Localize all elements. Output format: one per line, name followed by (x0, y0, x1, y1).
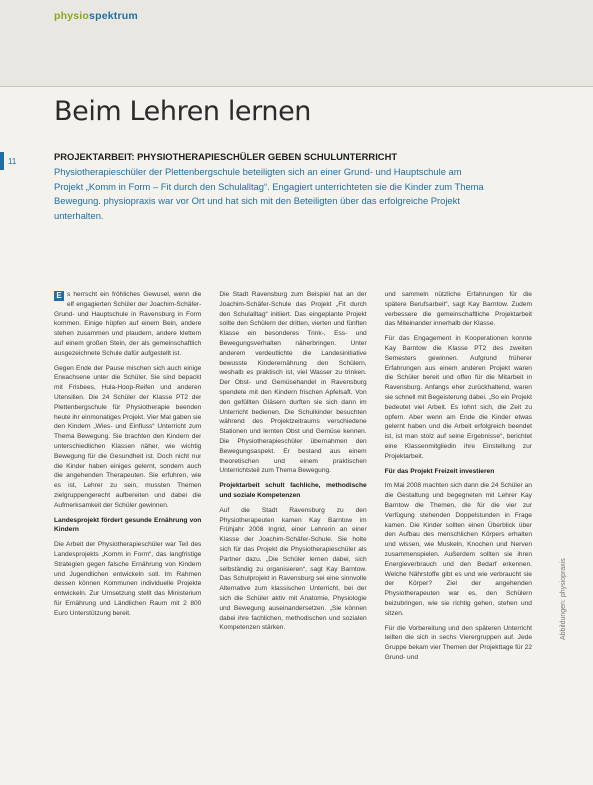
paragraph: Für die Vorbereitung und den späteren Unterricht teilten die sich in sechs Vierergruppen auf. Jede Gruppe bekam vier Themen der Projekttage für 22 Grund- und (384, 624, 532, 661)
paragraph: und sammeln nützliche Erfahrungen für die spätere Berufsarbeit“, sagt Kay Barntow. Zudem verbessere die gemeinschaftliche Projektarbeit das Miteinander innerhalb der Klasse. (384, 291, 532, 328)
article-title: Beim Lehren lernen (54, 96, 311, 127)
column-3 (385, 290, 532, 752)
paragraph: Die Stadt Ravensburg zum Beispiel hat an der Joachim-Schäfer-Schule das Projekt „Fit durch den Schulalltag“ initiiert. Das eingeplante Projekt sollte den Schülern der dritten, vierten und fünften Klasse ein besonderes Trink-, Ess- und Bewegungsverhalten näherbringen. Unter anderem verdeutlichte die Landesinitiative bewusste Kinderernährung den Schülern, weshalb es praktisch ist, viel Wasser zu trinken. Der Obst- und Gemüsehandel in Ravensburg spendete mit den Kindern frischen Apfelsaft. Von den gefüllten Gläsern durften sie sich dann im Unterricht bedienen. Die Schulkinder besuchten während des Projektzeitraums verschiedene Stationen und lernten Obst und Gemüse kennen. Die Physiotherapieschüler übernahmen den Bewegungsaspekt. Er bestand aus einem theoretischen und einem praktischen Unterrichtsteil zum Thema Bewegung. (219, 291, 367, 475)
article-kicker: PROJEKTARBEIT: PHYSIOTHERAPIESCHÜLER GEBEN SCHULUNTERRICHT (54, 151, 398, 162)
page-number: 11 (8, 157, 17, 166)
column-2 (219, 290, 366, 752)
paragraph: Auf die Stadt Ravensburg zu den Physiotherapeuten kamen Kay Barntow im Frühjahr 2008 Ingrid, einer Lehrerin an einer Klasse der Joachim-Schäfer-Schule. Sie holte sich für das Projekt die Physiotherapieschüler als Partner dazu. „Die Schüler lernen dabei, sich selbständig zu organisieren“, sagt Kay Barntow. Das Schulprojekt in Ravensburg sei eine sinnvolle Alternative zum klassischen Unterricht, bei der sich die Schüler aktiv mit Anatomie, Physiologie und Bewegung auseinandersetzen. „Sie können dabei ihre fachlichen, methodischen und sozialen Kompetenzen stärken. (219, 506, 367, 632)
subheading: Landesprojekt fördert gesunde Ernährung von Kindern (54, 516, 202, 534)
drop-cap: E (54, 291, 64, 301)
paragraph: Im Mai 2008 machten sich dann die 24 Schüler an die Gestaltung und begegneten mit Lehrer Kay Barntow die Themen, die für die vier zur Verfügung stehenden Doppelstunden in Frage kamen. Die Kinder sollten einen Überblick über den Aufbau des menschlichen Körpers erhalten und wissen, wie Muskeln, Knochen und Nerven zusammenspielen. Außerdem sollten sie ihren Energieverbrauch und den Bedarf erkennen. Welche Nährstoffe gibt es und wie verbraucht sie der Körper? Ziel der angehenden Physiotherapeuten war es, den Schülern beizubringen, wie sie richtig gehen, stehen und sitzen. (384, 482, 532, 617)
subheading: Projektarbeit schult fachliche, methodische und soziale Kompetenzen (219, 482, 367, 499)
paragraph (54, 290, 201, 359)
paragraph: Gegen Ende der Pause mischen sich auch einige Erwachsene unter die Schüler. Sie sind bepackt mit Frisbees, Hula-Hoop-Reifen und anderen Utensilien. Die 24 Schüler der Klasse PT2 der Plettenbergschule für Physiotherapie beenden heute ihr einmonatiges Projekt. Vier Mal gaben sie den Kindern „Wies- und Einfluss“ Unterricht zum Thema Bewegung. Sie brachten den Kindern der unterschiedlichen Klassen näher, wie wichtig Bewegung für die Gesundheit ist. Doch nicht nur die Kinder haben einiges gelernt, sondern auch die angehenden Therapeuten. Sie erfuhren, wie es ist, Lehrer zu sein, mussten Themen zielgruppengerecht aufbereiten und dabei die Aufmerksamkeit der Schüler gewinnen. (54, 364, 202, 509)
rubric-part1: physio (54, 10, 90, 22)
article-body (54, 290, 532, 752)
paragraph: Die Arbeit der Physiotherapieschüler war Teil des Landesprojekts „Komm in Form“, das langfristige Strategien gegen falsche Ernährung von Kindern und Jugendlichen entwickeln soll. Im Rahmen dessen können Kommunen individuelle Projekte entwickeln. Zur Umsetzung stellt das Ministerium für Ernährung und Ländlichen Raum mit 2 800 Euro Unterstützung bereit. (54, 541, 202, 617)
paragraph: Für das Engagement in Kooperationen konnte Kay Barntow die Klasse PT2 des zweiten Semesters gewinnen. Aufgrund früherer Erfahrungen aus einem anderen Projekt waren die Schüler bereit und offen für die Mitarbeit in Ravensburg. Anfangs eher zurückhaltend, waren sie schnell mit Begeisterung dabei. „So ein Projekt bedeutet viel Arbeit. Es lohnt sich, die Zeit zu opfern. Aber wenn am Ende die Kinder etwas gelernt haben und die Arbeit erfolgreich beendet ist, ist man stolz auf seine Ergebnisse“, berichtet eine Klassenmitgliedin ihre Einstellung zur Projektarbeit. (384, 335, 532, 460)
lead-text: Physiotherapieschüler der Plettenbergschule beteiligten sich an einer Grund- und Hauptschule am Projekt „Komm in Form – Fit durch den Schulalltag“. Engagiert unterrichteten sie die Kinder zum Thema Bewegung. physiopraxis war vor Ort und hat sich mit den Beteiligten über das erfolgreiche Projekt unterhalten. (54, 165, 484, 222)
article-lead (54, 150, 492, 224)
column-1 (54, 290, 201, 752)
page-marker (0, 152, 4, 170)
header-divider (0, 86, 593, 87)
image-credit: Abbildungen: physiopraxis (560, 558, 567, 640)
subheading: Für das Projekt Freizeit investieren (384, 467, 495, 475)
paragraph-text: s herrscht ein fröhliches Gewusel, wenn die elf engagierten Schüler der Joachim-Schäfer-Grund- und Hauptschule in Ravensburg in Form kommen. Einige hüpfen auf einem Bein, andere stehen zusammen und plaudern, andere klettern auf einem großen Stein, der als gemeinschaftlich ausgezeichnete Schule dafür aufgestellt ist. (54, 291, 202, 357)
rubric-part2: spektrum (89, 10, 138, 22)
rubric (54, 10, 138, 22)
